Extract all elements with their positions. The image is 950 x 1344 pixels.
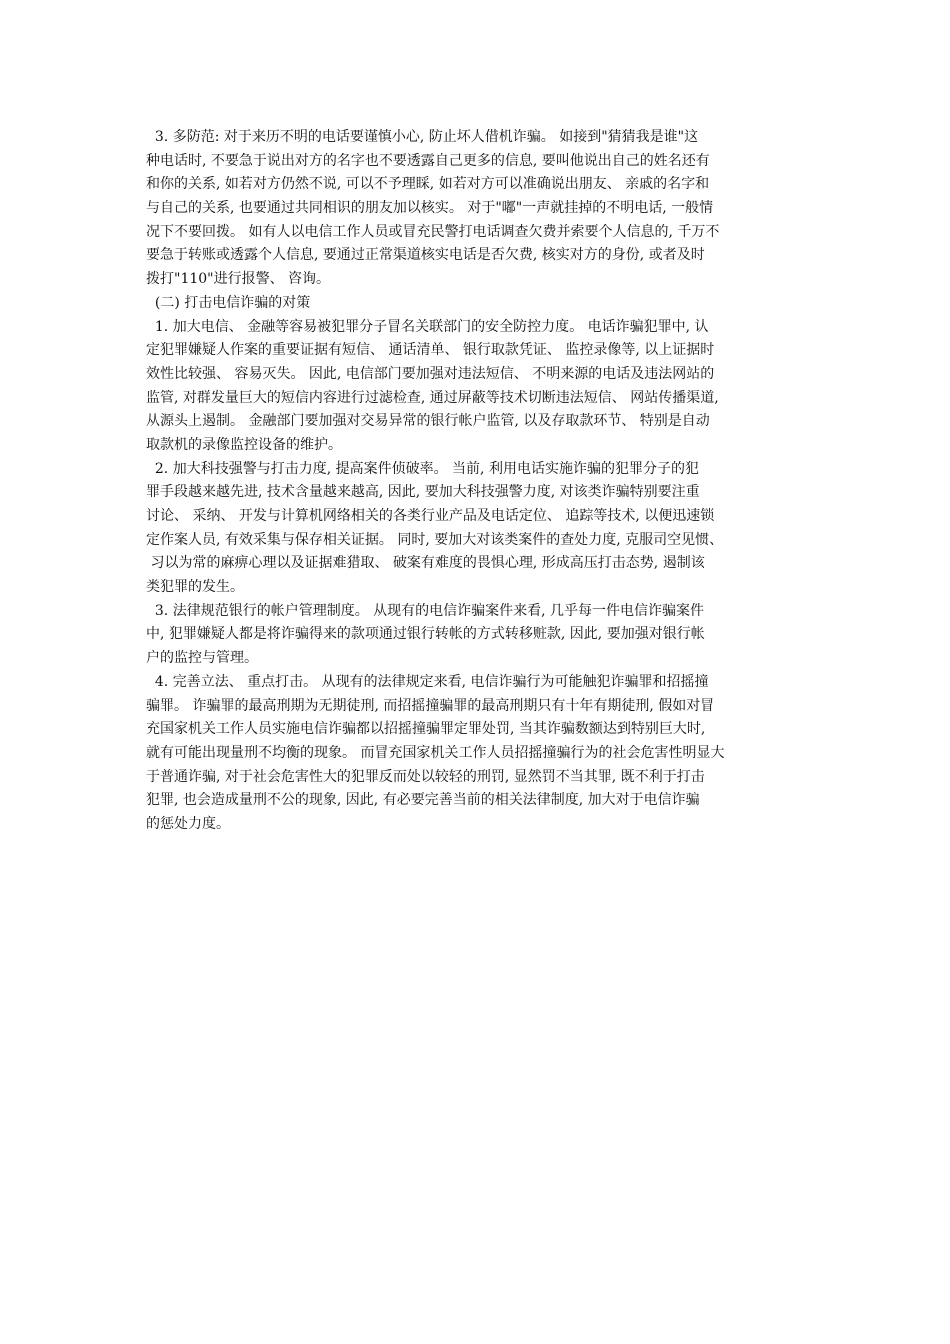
text-line: 户的监控与管理。	[146, 650, 258, 667]
text-line: 要急于转账或透露个人信息, 要通过正常渠道核实电话是否欠费, 核实对方的身份, 或者及时	[146, 247, 705, 264]
text-line: 骗罪。 诈骗罪的最高刑期为无期徒刑, 而招摇撞骗罪的最高刑期只有十年有期徒刑, 假如对冒	[146, 697, 715, 714]
text-line: 和你的关系, 如若对方仍然不说, 可以不予理睬, 如若对方可以准确说出朋友、 亲戚的名字和	[146, 176, 710, 193]
text-line: 于普通诈骗, 对于社会危害性大的犯罪反而处以较轻的刑罚, 显然罚不当其罪, 既不利于打击	[146, 768, 705, 785]
text-line: 定犯罪嫌疑人作案的重要证据有短信、 通话清单、 银行取款凭证、 监控录像等, 以上证据时	[146, 342, 715, 359]
text-line: 监管, 对群发量巨大的短信内容进行过滤检查, 通过屏蔽等技术切断违法短信、 网站传播渠道,	[146, 389, 719, 406]
text-line: 况下不要回拨。 如有人以电信工作人员或冒充民警打电话调查欠费并索要个人信息的, 千万不	[146, 223, 720, 240]
text-line: 的惩处力度。	[146, 815, 230, 832]
text-line: 效性比较强、 容易灭失。 因此, 电信部门要加强对违法短信、 不明来源的电话及违法网站的	[146, 365, 715, 382]
text-line: 与自己的关系, 也要通过共同相识的朋友加以核实。 对于"嘟"一声就挂掉的不明电话, 一般情	[146, 200, 714, 217]
text-line: 类犯罪的发生。	[146, 579, 244, 596]
text-line: 犯罪, 也会造成量刑不公的现象, 因此, 有必要完善当前的相关法律制度, 加大对于电信诈骗	[146, 792, 700, 809]
text-line: 取款机的录像监控设备的维护。	[146, 436, 342, 453]
text-line: 从源头上遏制。 金融部门要加强对交易异常的银行帐户监管, 以及存取款环节、 特别是自动	[146, 413, 710, 430]
text-line: 拨打"110"进行报警、 咨询。	[146, 271, 331, 288]
text-line: 4. 完善立法、 重点打击。 从现有的法律规定来看, 电信诈骗行为可能触犯诈骗罪和招摇撞	[146, 673, 709, 690]
text-line: 就有可能出现量刑不均衡的现象。 而冒充国家机关工作人员招摇撞骗行为的社会危害性明显大	[146, 744, 725, 761]
text-line: 种电话时, 不要急于说出对方的名字也不要透露自己更多的信息, 要叫他说出自己的姓名还有	[146, 152, 710, 169]
text-line: 习以为常的麻痹心理以及证据难猎取、 破案有难度的畏惧心理, 形成高压打击态势, 遏制该	[146, 555, 705, 572]
text-line: 中, 犯罪嫌疑人都是将诈骗得来的款项通过银行转帐的方式转移赃款, 因此, 要加强对银行帐	[146, 626, 705, 643]
document-body	[146, 126, 816, 837]
text-line: 讨论、 采纳、 开发与计算机网络相关的各类行业产品及电话定位、 追踪等技术, 以便迅速锁	[146, 508, 715, 524]
text-line: 充国家机关工作人员实施电信诈骗都以招摇撞骗罪定罪处罚, 当其诈骗数额达到特别巨大时,	[146, 721, 706, 738]
text-line: 2. 加大科技强警与打击力度, 提高案件侦破率。 当前, 利用电话实施诈骗的犯罪分子的犯	[146, 460, 699, 477]
text-line: 罪手段越来越先进, 技术含量越来越高, 因此, 要加大科技强警力度, 对该类诈骗特别要注重	[146, 484, 700, 501]
text-line: 1. 加大电信、 金融等容易被犯罪分子冒名关联部门的安全防控力度。 电话诈骗犯罪中, 认	[146, 318, 709, 335]
text-line: 3. 法律规范银行的帐户管理制度。 从现有的电信诈骗案件来看, 几乎每一件电信诈骗案件	[146, 602, 705, 619]
text-line: 定作案人员, 有效采集与保存相关证据。 同时, 要加大对该类案件的查处力度, 克服司空见惯、	[146, 531, 724, 548]
text-line: (二) 打击电信诈骗的对策	[146, 294, 311, 311]
text-line: 3. 多防范: 对于来历不明的电话要谨慎小心, 防止坏人借机诈骗。 如接到"猜猜我是谁"这	[146, 129, 699, 145]
